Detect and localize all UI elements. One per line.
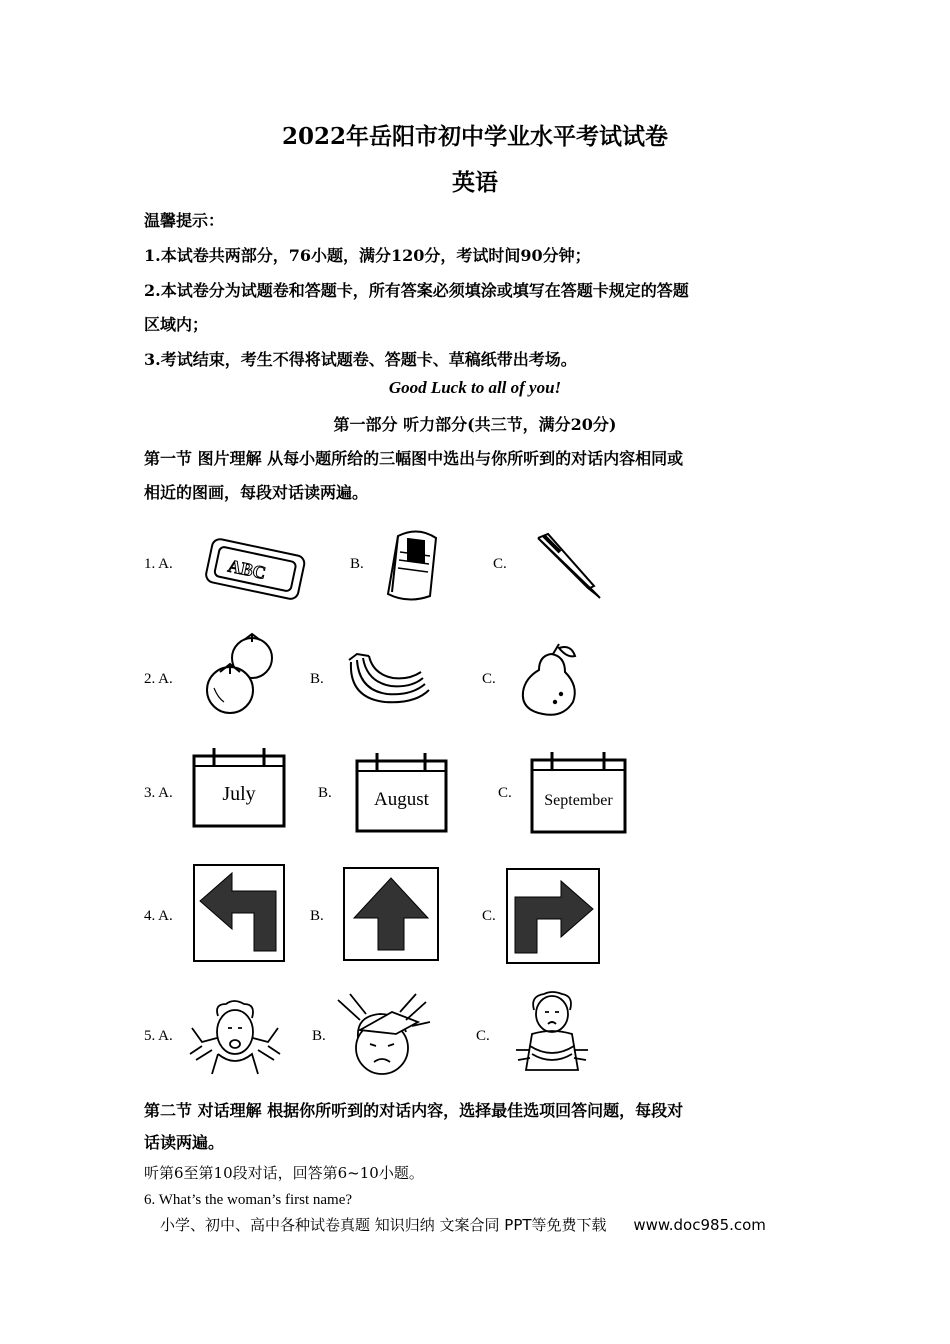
exam-subject: 英语: [452, 169, 498, 196]
q5-option-b: B.: [312, 1028, 326, 1044]
toothache-person-icon: [188, 998, 283, 1076]
pear-icon: [515, 640, 590, 720]
turn-left-arrow-icon: [192, 863, 286, 963]
tomato-icon: [200, 628, 280, 716]
q5-option-c: C.: [476, 1028, 490, 1044]
footer: [160, 1214, 766, 1235]
section1-instruction-1: 第一节 图片理解 从每小题所给的三幅图中选出与你所听到的对话内容相同或: [144, 449, 684, 468]
calendar-august-icon: [355, 753, 448, 833]
tip-line-3: 3.考试结束，考生不得将试题卷、答题卡、草稿纸带出考场。: [144, 350, 577, 369]
q3-option-b: B.: [318, 785, 332, 801]
q2-option-b: B.: [310, 671, 324, 687]
q4-label: 4. A.: [144, 908, 173, 924]
footer-text: 小学、初中、高中各种试卷真题 知识归纳 文案合同 PPT等免费下载: [160, 1216, 607, 1234]
svg-text:ABC: ABC: [226, 555, 268, 584]
good-luck: Good Luck to all of you!: [388, 378, 562, 397]
stomachache-person-icon: [512, 990, 592, 1080]
q2-option-c: C.: [482, 671, 496, 687]
q3-option-c: C.: [498, 785, 512, 801]
question-6: 6. What’s the woman’s first name?: [144, 1192, 353, 1208]
section1-instruction-2: 相近的图画，每段对话读两遍。: [144, 483, 369, 502]
pen-icon: [530, 530, 605, 600]
listening-instruction: 听第6至第10段对话，回答第6~10小题。: [144, 1164, 424, 1182]
calendar-month-label: September: [544, 792, 613, 809]
part1-title: 第一部分 听力部分(共三节，满分20分): [333, 415, 617, 434]
q1-option-c: C.: [493, 556, 507, 572]
q1-label: 1. A.: [144, 556, 173, 572]
section2-instruction-1: 第二节 对话理解 根据你所听到的对话内容，选择最佳选项回答问题，每段对: [144, 1101, 684, 1120]
tip-line-2: 2.本试卷分为试题卷和答题卡，所有答案必须填涂或填写在答题卡规定的答题: [144, 281, 689, 300]
tip-line-2b: 区域内；: [144, 315, 209, 334]
footer-url[interactable]: www.doc985.com: [633, 1216, 766, 1234]
calendar-month-label: August: [374, 789, 429, 810]
q5-label: 5. A.: [144, 1028, 173, 1044]
headache-person-icon: [330, 992, 435, 1080]
tips-heading: 温馨提示：: [144, 211, 225, 230]
q2-label: 2. A.: [144, 671, 173, 687]
q1-option-b: B.: [350, 556, 364, 572]
tip-line-1: 1.本试卷共两部分，76小题，满分120分，考试时间90分钟；: [144, 246, 591, 265]
sharpener-icon: [378, 526, 448, 608]
calendar-month-label: July: [222, 783, 256, 805]
calendar-september-icon: [530, 752, 627, 834]
calendar-july-icon: [192, 748, 286, 828]
turn-right-arrow-icon: [505, 867, 601, 965]
eraser-icon: [200, 535, 310, 605]
q4-option-b: B.: [310, 908, 324, 924]
banana-icon: [345, 650, 435, 710]
exam-title: 2022年岳阳市初中学业水平考试试卷: [281, 123, 668, 150]
q3-label: 3. A.: [144, 785, 173, 801]
go-straight-arrow-icon: [342, 866, 440, 962]
q4-option-c: C.: [482, 908, 496, 924]
section2-instruction-2: 话读两遍。: [144, 1133, 225, 1152]
